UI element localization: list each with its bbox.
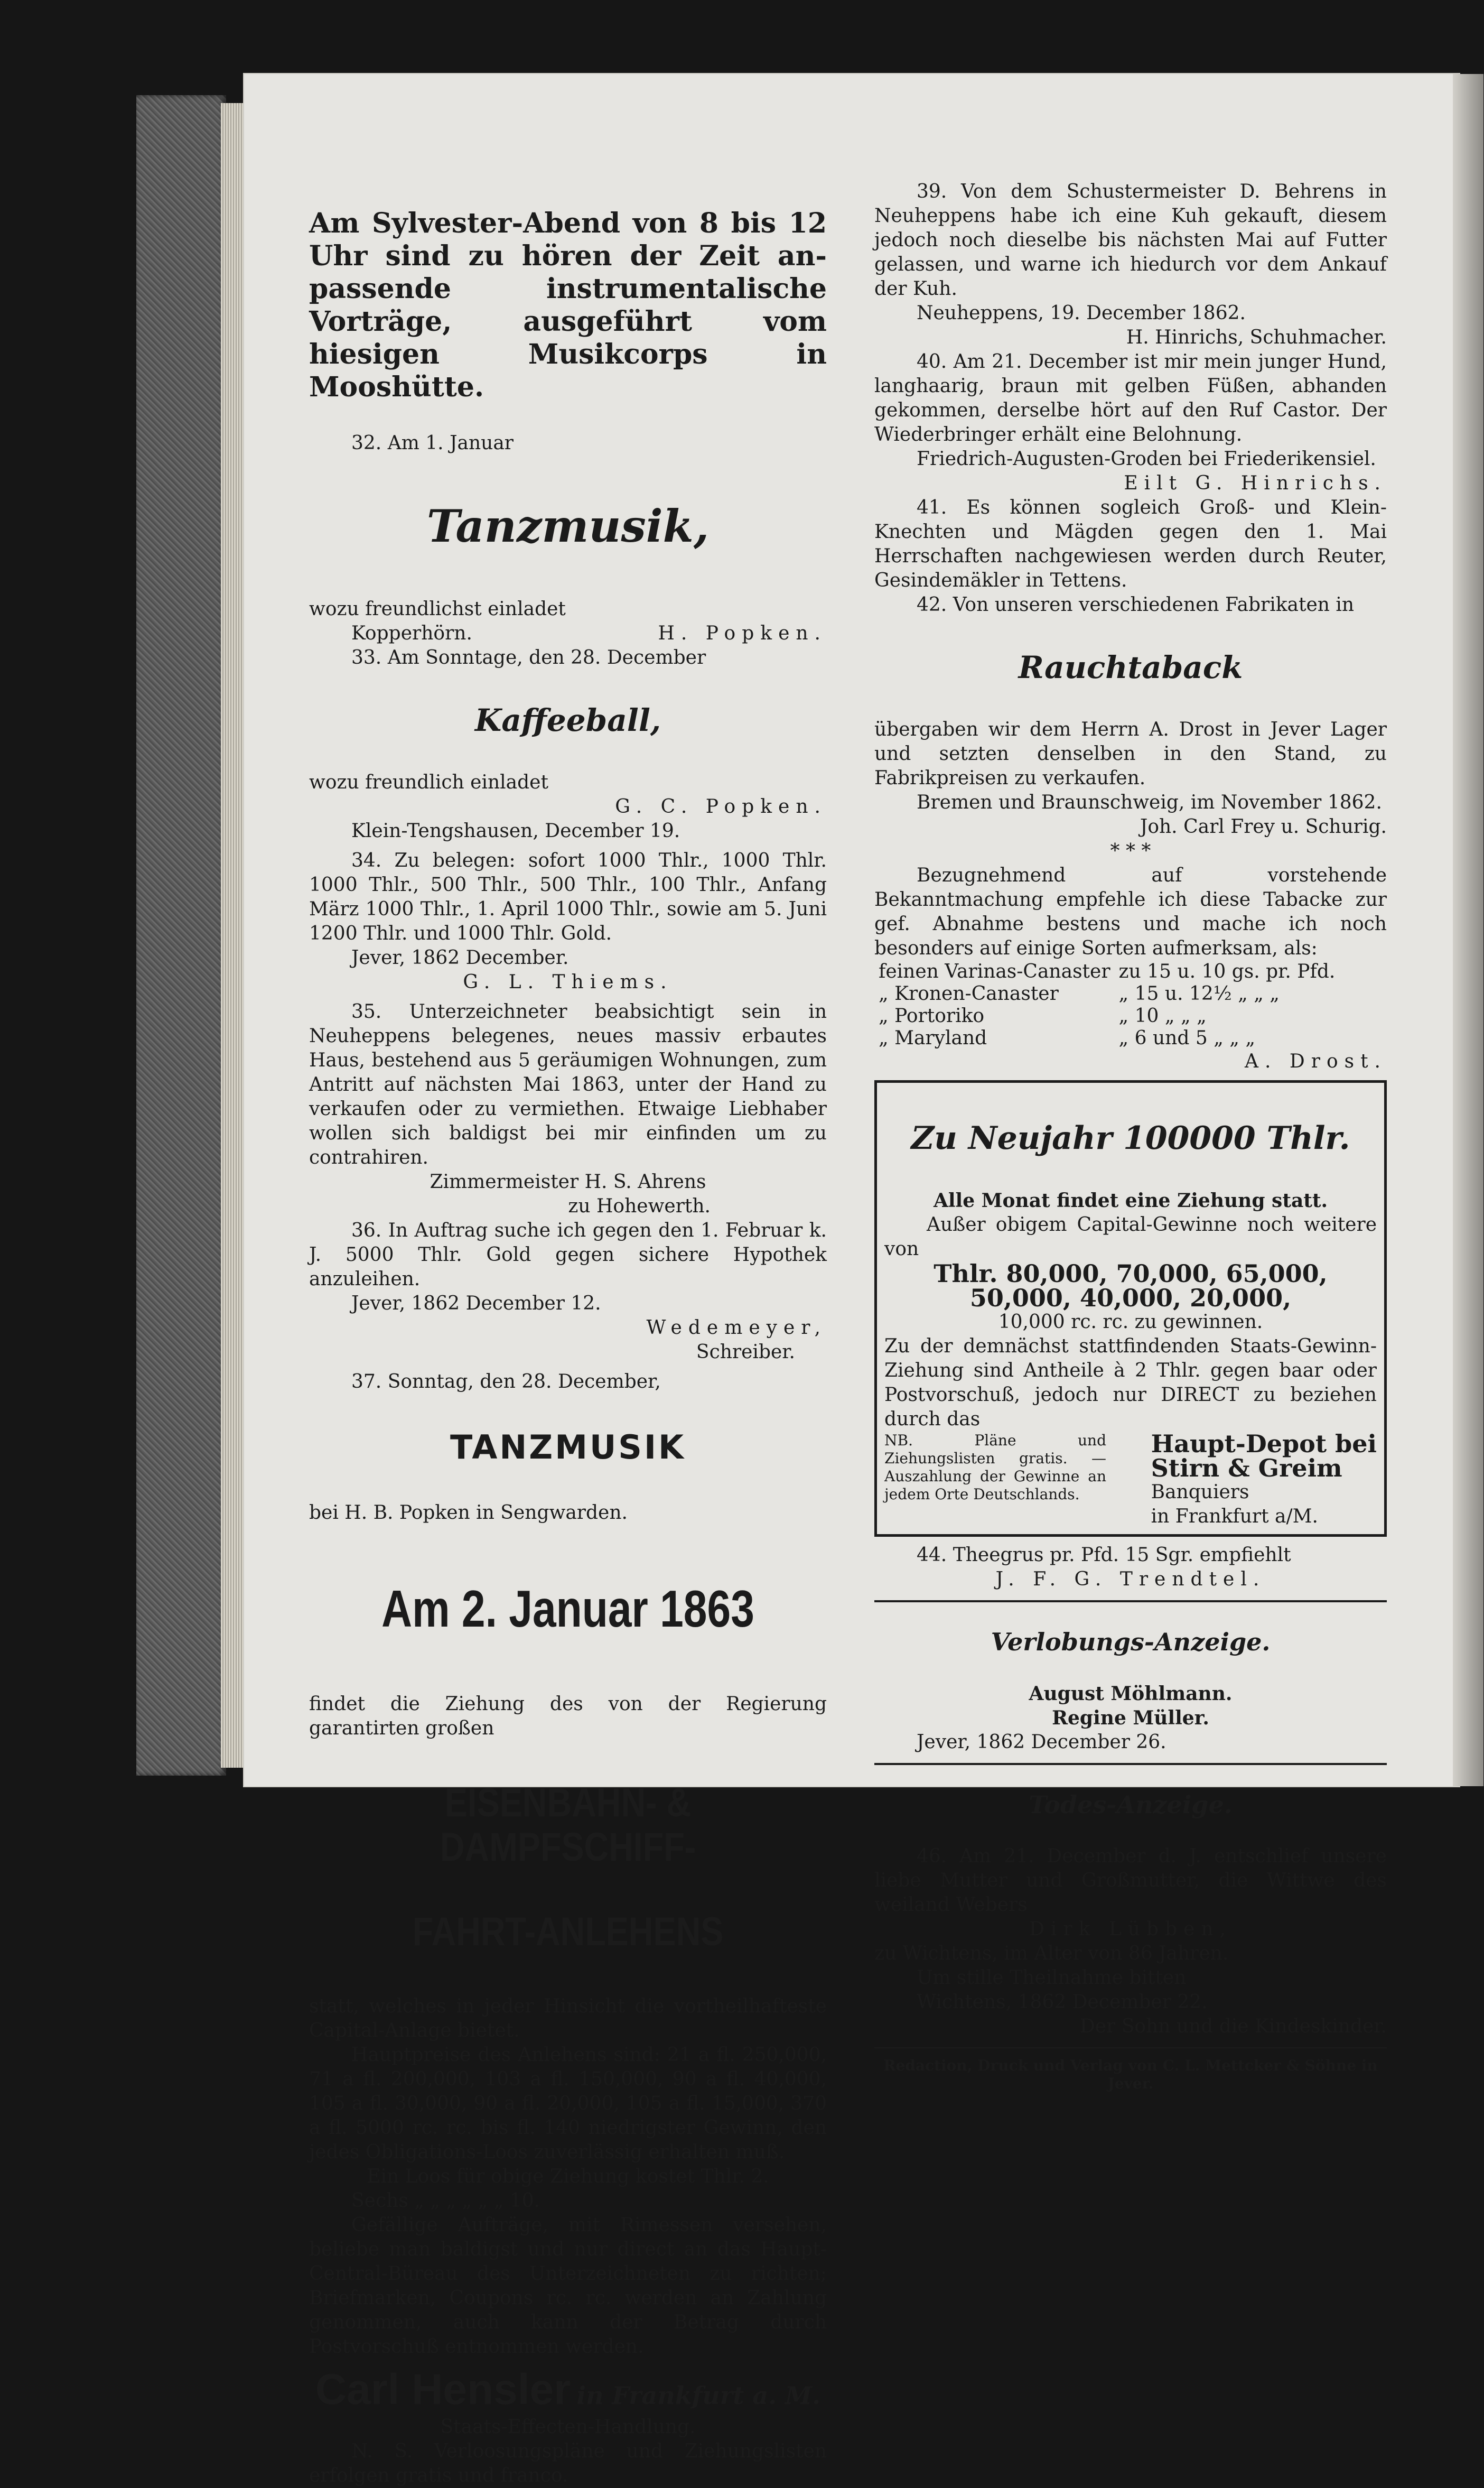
table-row bbox=[874, 983, 1339, 1005]
lottery-headline-2: FAHRT-ANLEHENS bbox=[412, 1909, 724, 1954]
death-notice-text: 46. Am 21. December d. J. entschlief unsere liebe Mutter und Großmutter, die Wittwe des weiland Webers bbox=[874, 1845, 1387, 1916]
ad-42-intro: 42. Von unseren verschiedenen Fabrikaten in bbox=[917, 594, 1355, 616]
ad-33-invite: wozu freundlich einladet bbox=[309, 772, 548, 793]
tobacco-price-table bbox=[874, 961, 1339, 1050]
ad-33-headline: Kaffeeball, bbox=[474, 702, 661, 738]
ad-32-invite: wozu freundlichst einladet bbox=[309, 598, 566, 620]
ad-35-place: zu Hohewerth. bbox=[568, 1195, 711, 1217]
death-notice-title: Todes-Anzeige. bbox=[1029, 1790, 1233, 1819]
death-notice-date: Wichtens, 1862 December 22. bbox=[917, 1991, 1208, 2013]
lottery-box-city: in Frankfurt a/M. bbox=[1151, 1506, 1318, 1527]
lottery-box-depot bbox=[1151, 1429, 1377, 1529]
ad-33-intro: 33. Am Sonntage, den 28. December bbox=[351, 647, 706, 669]
drost-signature: A. Drost. bbox=[1244, 1051, 1387, 1072]
ad-32-place bbox=[309, 621, 827, 646]
sylvester-announcement: Am Sylvester-Abend von 8 bis 12 Uhr sind zu hören der Zeit an-passende instrumentalische Vorträge, ausgeführt vom hiesigen Musikcorps in Mooshütte. bbox=[309, 207, 827, 403]
lottery-headline-1: EISENBAHN- & DAMPFSCHIFF- bbox=[440, 1780, 696, 1870]
ad-37-headline: TANZMUSIK bbox=[450, 1428, 686, 1466]
engagement-place: Jever, 1862 December 26. bbox=[917, 1731, 1166, 1753]
death-notice-name: Dirk Lübben, bbox=[1029, 1918, 1232, 1940]
left-column bbox=[309, 180, 827, 2488]
lottery-box-text-1: Außer obigem Capital-Gewinne noch weitere von bbox=[884, 1214, 1377, 1260]
hensler-city: in Frankfurt a. M. bbox=[576, 2381, 821, 2410]
ad-37-where: bei H. B. Popken in Sengwarden. bbox=[309, 1502, 628, 1524]
death-notice-request: Um stille Theilnahme bitten bbox=[917, 1967, 1187, 1989]
ad-36-signature: Wedemeyer, bbox=[646, 1317, 827, 1339]
hensler-firm: Staats-Effecten-Handlung. bbox=[440, 2416, 696, 2438]
ad-37-intro: 37. Sonntag, den 28. December, bbox=[351, 1371, 661, 1392]
hensler-name: Carl Hensler bbox=[315, 2365, 571, 2413]
ad-39-signature: H. Hinrichs, Schuhmacher. bbox=[1126, 327, 1387, 348]
lottery-price-1: Ein Loos für obige Ziehung kostet Thlr. 2. bbox=[367, 2166, 769, 2187]
lottery-box-amounts-1: Thlr. 80,000, 70,000, 65,000, bbox=[934, 1259, 1328, 1288]
ad-32-signature: H. Popken. bbox=[658, 623, 827, 644]
engagement-name-2: Regine Müller. bbox=[1052, 1707, 1209, 1729]
lottery-box-amounts-3: 10,000 rc. rc. zu gewinnen. bbox=[998, 1311, 1263, 1333]
lottery-price-2: Sechs „ „ „ „ „ „ 10. bbox=[351, 2190, 540, 2212]
lottery-box-subtitle: Alle Monat findet eine Ziehung statt. bbox=[933, 1190, 1328, 1212]
lottery-box-depot-label: Haupt-Depot bei bbox=[1151, 1429, 1377, 1458]
ad-44-text: 44. Theegrus pr. Pfd. 15 Sgr. empfiehlt bbox=[917, 1544, 1291, 1566]
ad-36-role: Schreiber. bbox=[696, 1341, 795, 1363]
hensler-ns: N. S. Verloosungspläne und Ziehungslisten erfolgen gratis und franco. bbox=[309, 2440, 827, 2486]
lottery-box-text-2: Zu der demnächst stattfindenden Staats-Gewinn-Ziehung sind Antheile à 2 Thlr. gegen baar oder Postvorschuß, jedoch nur DIRECT zu beziehen durch das bbox=[884, 1335, 1377, 1430]
ad-36-text: 36. In Auftrag suche ich gegen den 1. Februar k. J. 5000 Thlr. Gold gegen sichere Hypothek anzuleihen. bbox=[309, 1220, 827, 1290]
ad-33-signature: G. C. Popken. bbox=[615, 796, 827, 818]
table-row bbox=[874, 961, 1339, 983]
divider bbox=[874, 1600, 1387, 1602]
lottery-box-footer bbox=[884, 1429, 1377, 1529]
divider bbox=[874, 2047, 1387, 2048]
book-binding bbox=[136, 95, 226, 1776]
lottery-orders: Gefällige Aufträge, mit Rimessen versehen, beliebe man baldigst und nur direct an das Haupt-Central-Büreau des Unterzeichneten zu richten; Briefmarken, Coupons rc. rc. werden an Zahlung genommen, auch kann der Betrag durch Postvorschuß entnommen werden. bbox=[309, 2214, 827, 2357]
page-right-edge bbox=[1453, 74, 1483, 1786]
engagement-title: Verlobungs-Anzeige. bbox=[991, 1628, 1271, 1656]
lottery-box-firm: Stirn & Greim bbox=[1151, 1454, 1342, 1482]
ad-34-place: Jever, 1862 December. bbox=[351, 947, 569, 969]
ad-32-headline: Tanzmusik, bbox=[426, 500, 710, 552]
ad-42-headline: Rauchtaback bbox=[1018, 649, 1243, 685]
divider bbox=[874, 1763, 1387, 1765]
ad-40-signature: Eilt G. Hinrichs. bbox=[1124, 472, 1387, 494]
ad-32-place-text: Kopperhörn. bbox=[351, 623, 472, 644]
tobacco-name: „ Maryland bbox=[879, 1027, 987, 1049]
lottery-box bbox=[874, 1080, 1387, 1537]
tobacco-name: „ Kronen-Canaster bbox=[879, 983, 1059, 1005]
hensler-line bbox=[309, 2364, 827, 2415]
tobacco-price: „ 15 u. 12½ „ „ „ bbox=[1118, 983, 1280, 1005]
lottery-box-note: NB. Pläne und Ziehungslisten gratis. — Auszahlung der Gewinne an jedem Orte Deutschlands. bbox=[884, 1432, 1106, 1503]
ad-36-place: Jever, 1862 December 12. bbox=[351, 1293, 601, 1314]
tobacco-price: „ 6 und 5 „ „ „ bbox=[1118, 1027, 1256, 1049]
stars-divider: * * * bbox=[1110, 840, 1151, 862]
lottery-text-2: statt, welches in jeder Hinsicht die vortheilhafteste Capital-Anlage bietet. bbox=[309, 1995, 827, 2041]
ad-35-signature: Zimmermeister H. S. Ahrens bbox=[430, 1171, 706, 1193]
tobacco-price: „ 10 „ „ „ bbox=[1118, 1005, 1207, 1027]
lottery-box-amounts-2: 50,000, 40,000, 20,000, bbox=[969, 1284, 1292, 1312]
lottery-box-title: Zu Neujahr 100000 Thlr. bbox=[911, 1120, 1350, 1157]
table-row bbox=[874, 1005, 1339, 1027]
lottery-text-1: findet die Ziehung des von der Regierung garantirten großen bbox=[309, 1693, 827, 1739]
right-column bbox=[874, 180, 1387, 2093]
ad-34-signature: G. L. Thiems. bbox=[463, 971, 673, 993]
ad-39-place: Neuheppens, 19. December 1862. bbox=[917, 302, 1246, 324]
drost-text: Bezugnehmend auf vorstehende Bekanntmachung empfehle ich diese Tabacke zur gef. Abnahme bestens und mache ich noch besonders auf einige Sorten aufmerksam, als: bbox=[874, 865, 1387, 959]
death-notice-place-age: zu Wichtens, im Alter von 86 Jahren. bbox=[874, 1943, 1229, 1964]
ad-33-place: Klein-Tengshausen, December 19. bbox=[351, 820, 680, 842]
ad-32-intro: 32. Am 1. Januar bbox=[351, 432, 514, 454]
lottery-box-bank: Banquiers bbox=[1151, 1481, 1249, 1503]
table-row bbox=[874, 1027, 1339, 1050]
death-notice-signature: Der Sohn und die Kindeskinder. bbox=[1079, 2016, 1387, 2037]
ad-39-text: 39. Von dem Schustermeister D. Behrens in Neuheppens habe ich eine Kuh gekauft, diesem jedoch noch dieselbe bis nächsten Mai auf Futter gelassen, und warne ich hiedurch vor dem Ankauf der Kuh. bbox=[874, 181, 1387, 300]
ad-34-text: 34. Zu belegen: sofort 1000 Thlr., 1000 Thlr. 1000 Thlr., 500 Thlr., 500 Thlr., 100 Thlr., Anfang März 1000 Thlr., 1. April 1000 Thlr., sowie am 5. Juni 1200 Thlr. und 1000 Thlr. Gold. bbox=[309, 850, 827, 944]
tobacco-name: „ Portoriko bbox=[879, 1005, 985, 1027]
ad-42-signature: Joh. Carl Frey u. Schurig. bbox=[1140, 816, 1387, 838]
ad-41-text: 41. Es können sogleich Groß- und Klein-Knechten und Mägden gegen den 1. Mai Herrschaften nachgewiesen werden durch Reuter, Gesindemäkler in Tettens. bbox=[874, 497, 1387, 591]
imprint: Redaction, Druck und Verlag von C. L. Mettcker & Söhne in Jever. bbox=[883, 2057, 1378, 2092]
engagement-name-1: August Möhlmann. bbox=[1029, 1683, 1233, 1705]
ad-42-text: übergaben wir dem Herrn A. Drost in Jever Lager und setzten denselben in den Stand, zu Fabrikpreisen zu verkaufen. bbox=[874, 719, 1387, 789]
ad-44-signature: J. F. G. Trendtel. bbox=[995, 1568, 1266, 1590]
tobacco-name: feinen Varinas-Canaster bbox=[879, 961, 1110, 982]
ad-42-place: Bremen und Braunschweig, im November 1862. bbox=[917, 792, 1382, 813]
lottery-date-headline: Am 2. Januar 1863 bbox=[381, 1580, 754, 1638]
lottery-prizes: Hauptpreise des Anlehens sind: 21 a fl. 250,000, 71 a fl. 200,000, 103 a fl. 150,000, 90 a fl. 40,000, 105 a fl. 30,000, 90 a fl. 20,000, 105 a fl. 15,000, 370 a fl. 5000 rc. rc. bis fl. 140 niedrigster Gewinn, den jedes Obligations-Loos zuverlässig erhalten muß. bbox=[309, 2044, 827, 2163]
ad-35-text: 35. Unterzeichneter beabsichtigt sein in Neuheppens belegenes, neues massiv erbautes Haus, bestehend aus 5 geräumigen Wohnungen, zum Antritt auf nächsten Mai 1863, unter der Hand zu verkaufen oder zu vermiethen. Etwaige Liebhaber wollen sich baldigst bei mir einfinden um zu contrahiren. bbox=[309, 1001, 827, 1168]
ad-40-place: Friedrich-Augusten-Groden bei Friederikensiel. bbox=[917, 448, 1376, 470]
ad-40-text: 40. Am 21. December ist mir mein junger Hund, langhaarig, braun mit gelben Füßen, abhanden gekommen, derselbe hört auf den Ruf Castor. Der Wiederbringer erhält eine Belohnung. bbox=[874, 351, 1387, 445]
tobacco-price: zu 15 u. 10 gs. pr. Pfd. bbox=[1118, 961, 1336, 982]
